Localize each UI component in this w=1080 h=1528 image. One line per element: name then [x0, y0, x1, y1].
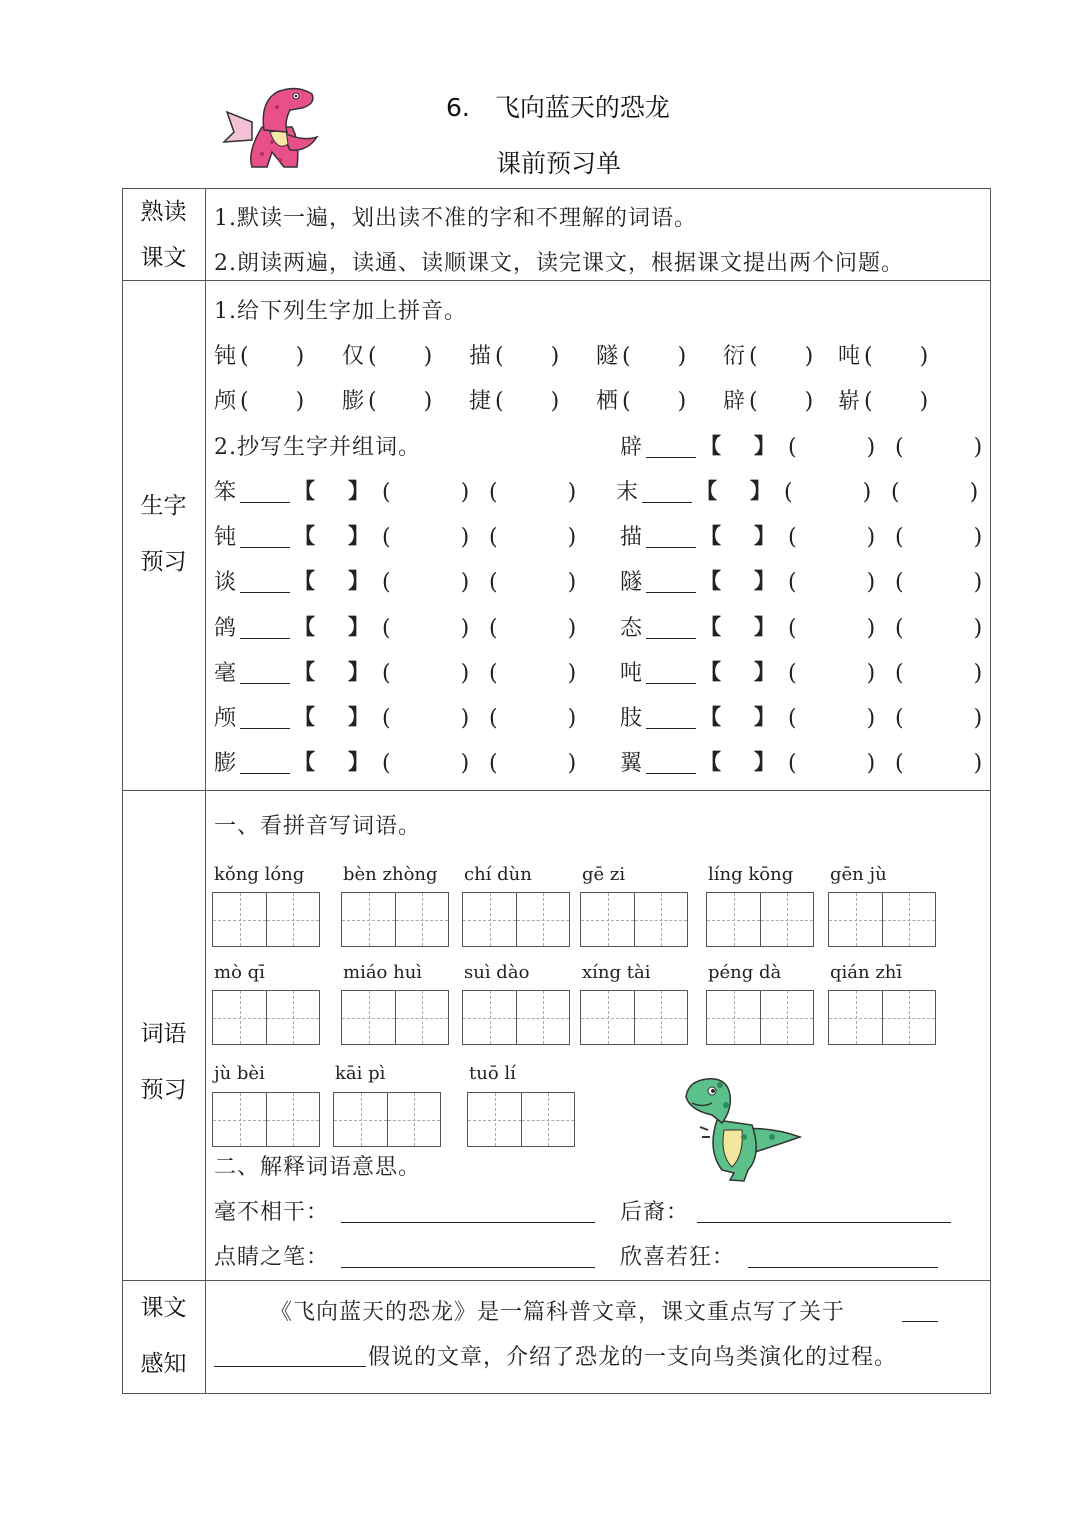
character-writing-grid[interactable]	[462, 892, 570, 947]
pinyin-bracket-open: 【	[700, 434, 722, 458]
words-task-1: 一、看拼音写词语。	[214, 814, 422, 839]
pinyin-answer-paren[interactable]: ( )	[368, 389, 434, 414]
word-paren-1[interactable]: ( )	[382, 661, 471, 686]
copy-blank[interactable]	[646, 638, 696, 639]
grid-cell[interactable]	[829, 893, 882, 946]
read-task-2: 2.朗读两遍，读通、读顺课文，读完课文，根据课文提出两个问题。	[214, 251, 904, 276]
table-border-divider	[205, 188, 206, 1393]
word-paren-2[interactable]: ( )	[895, 751, 984, 776]
pinyin-answer-paren[interactable]: ( )	[368, 344, 434, 369]
pinyin-bracket-open: 【	[294, 615, 316, 639]
character-writing-grid[interactable]	[828, 990, 936, 1045]
grid-cell[interactable]	[468, 1093, 521, 1146]
grid-cell[interactable]	[395, 991, 448, 1044]
copy-char: 鸽	[214, 616, 238, 641]
grid-cell[interactable]	[882, 991, 935, 1044]
pinyin-bracket-close: 】	[348, 705, 370, 729]
pinyin-answer-paren[interactable]: ( )	[495, 344, 561, 369]
word-paren-2[interactable]: ( )	[489, 525, 578, 550]
pinyin-answer-paren[interactable]: ( )	[240, 389, 306, 414]
word-paren-2[interactable]: ( )	[891, 480, 980, 505]
character-writing-grid[interactable]	[212, 1092, 320, 1147]
pinyin-bracket-close: 】	[348, 750, 370, 774]
copy-char: 膨	[214, 751, 238, 776]
pinyin-bracket-close: 】	[754, 569, 776, 593]
pinyin-char: 仅	[342, 344, 366, 369]
grid-cell[interactable]	[266, 893, 319, 946]
pinyin-bracket-close: 】	[754, 705, 776, 729]
label-line: 课文	[140, 244, 187, 271]
copy-blank[interactable]	[240, 773, 290, 774]
label-line: 预习	[140, 548, 187, 575]
pinyin-char: 描	[469, 344, 493, 369]
table-border-row3	[122, 1280, 991, 1281]
word-paren-1[interactable]: ( )	[788, 706, 877, 731]
section-label-chars	[122, 492, 205, 577]
character-writing-grid[interactable]	[467, 1092, 575, 1147]
pinyin-bracket-close: 】	[754, 615, 776, 639]
pinyin-bracket-open: 【	[700, 524, 722, 548]
pinyin-bracket-open: 【	[294, 750, 316, 774]
character-writing-grid[interactable]	[212, 892, 320, 947]
word-paren-2[interactable]: ( )	[895, 525, 984, 550]
label-line: 生字	[140, 493, 187, 519]
copy-char: 翼	[620, 751, 644, 776]
pinyin-answer-paren[interactable]: ( )	[622, 344, 688, 369]
character-writing-grid[interactable]	[706, 990, 814, 1045]
pinyin-answer-paren[interactable]: ( )	[240, 344, 306, 369]
word-paren-1[interactable]: ( )	[382, 616, 471, 641]
copy-char: 谈	[214, 570, 238, 595]
answer-line-2[interactable]	[697, 1222, 951, 1223]
pinyin-answer-paren[interactable]: ( )	[495, 389, 561, 414]
word-paren-1[interactable]: ( )	[784, 480, 873, 505]
grid-cell[interactable]	[760, 893, 813, 946]
pinyin-answer-paren[interactable]: ( )	[749, 344, 815, 369]
pinyin-bracket-open: 【	[294, 705, 316, 729]
pinyin-bracket-close: 】	[754, 434, 776, 458]
grid-cell[interactable]	[581, 991, 634, 1044]
pinyin-bracket-open: 【	[700, 705, 722, 729]
pinyin-bracket-close: 】	[750, 479, 772, 503]
grid-cell[interactable]	[213, 991, 266, 1044]
copy-blank[interactable]	[646, 457, 696, 458]
pinyin-char: 钝	[214, 344, 238, 369]
grid-cell[interactable]	[342, 991, 395, 1044]
copy-blank[interactable]	[240, 683, 290, 684]
pinyin-prompt: suì dào	[464, 962, 530, 983]
character-writing-grid[interactable]	[580, 892, 688, 947]
pinyin-char: 崭	[838, 389, 862, 414]
word-paren-1[interactable]: ( )	[382, 751, 471, 776]
grid-cell[interactable]	[342, 893, 395, 946]
pinyin-bracket-open: 【	[294, 660, 316, 684]
word-paren-2[interactable]: ( )	[895, 661, 984, 686]
copy-blank[interactable]	[642, 502, 692, 503]
character-writing-grid[interactable]	[462, 990, 570, 1045]
grid-cell[interactable]	[521, 1093, 574, 1146]
character-writing-grid[interactable]	[341, 990, 449, 1045]
character-writing-grid[interactable]	[341, 892, 449, 947]
pinyin-bracket-close: 】	[754, 750, 776, 774]
pinyin-prompt: kǒng lóng	[214, 864, 305, 885]
summary-line-1: 《飞向蓝天的恐龙》是一篇科普文章，课文重点写了关于	[270, 1300, 846, 1325]
pinyin-prompt: jù bèi	[214, 1063, 265, 1084]
character-writing-grid[interactable]	[580, 990, 688, 1045]
pinyin-prompt: péng dà	[708, 962, 782, 983]
grid-cell[interactable]	[760, 991, 813, 1044]
copy-char: 钝	[214, 525, 238, 550]
summary-line-2: 假说的文章，介绍了恐龙的一支向鸟类演化的过程。	[368, 1345, 898, 1370]
page-subtitle: 课前预习单	[496, 149, 622, 178]
copy-char: 辟	[620, 435, 644, 460]
pinyin-prompt: gēn jù	[830, 864, 887, 885]
copy-blank[interactable]	[240, 638, 290, 639]
word-paren-2[interactable]: ( )	[489, 751, 578, 776]
answer-line-3[interactable]	[341, 1267, 595, 1268]
word-paren-1[interactable]: ( )	[788, 751, 877, 776]
copy-blank[interactable]	[646, 592, 696, 593]
grid-cell[interactable]	[463, 991, 516, 1044]
grid-cell[interactable]	[516, 991, 569, 1044]
term-2: 后裔：	[620, 1200, 690, 1225]
pinyin-bracket-open: 【	[700, 750, 722, 774]
copy-char: 肢	[620, 706, 644, 731]
pinyin-char: 辟	[723, 389, 747, 414]
label-line: 感知	[140, 1350, 187, 1377]
word-paren-2[interactable]: ( )	[489, 661, 578, 686]
character-writing-grid[interactable]	[706, 892, 814, 947]
pinyin-bracket-close: 】	[348, 479, 370, 503]
copy-blank[interactable]	[646, 547, 696, 548]
grid-cell[interactable]	[882, 893, 935, 946]
pinyin-bracket-open: 【	[700, 660, 722, 684]
table-border-row1	[122, 280, 991, 281]
copy-char: 末	[616, 480, 640, 505]
grid-cell[interactable]	[387, 1093, 440, 1146]
word-paren-2[interactable]: ( )	[489, 706, 578, 731]
copy-blank[interactable]	[646, 728, 696, 729]
word-paren-1[interactable]: ( )	[788, 661, 877, 686]
copy-blank[interactable]	[240, 502, 290, 503]
pinyin-prompt: bèn zhòng	[343, 864, 438, 885]
pinyin-bracket-open: 【	[700, 569, 722, 593]
grid-cell[interactable]	[581, 893, 634, 946]
pinyin-prompt: mò qī	[214, 962, 265, 983]
pink-dinosaur-illustration	[222, 82, 322, 174]
table-border-bottom	[122, 1393, 991, 1394]
pinyin-char: 栖	[596, 389, 620, 414]
pinyin-prompt: xíng tài	[582, 962, 651, 983]
label-line: 预习	[140, 1076, 187, 1103]
table-border-right	[990, 188, 991, 1393]
word-paren-1[interactable]: ( )	[788, 570, 877, 595]
word-paren-2[interactable]: ( )	[895, 706, 984, 731]
label-line: 课文	[140, 1295, 187, 1321]
summary-blank-1[interactable]	[902, 1321, 938, 1322]
term-1: 毫不相干：	[214, 1200, 330, 1225]
word-paren-2[interactable]: ( )	[895, 616, 984, 641]
pinyin-bracket-open: 【	[696, 479, 718, 503]
copy-blank[interactable]	[240, 728, 290, 729]
pinyin-char: 吨	[838, 344, 862, 369]
pinyin-char: 捷	[469, 389, 493, 414]
pinyin-prompt: qián zhī	[830, 962, 903, 983]
word-paren-2[interactable]: ( )	[895, 435, 984, 460]
word-paren-1[interactable]: ( )	[788, 616, 877, 641]
label-line: 词语	[140, 1021, 187, 1047]
pinyin-answer-paren[interactable]: ( )	[749, 389, 815, 414]
character-writing-grid[interactable]	[333, 1092, 441, 1147]
answer-line-4[interactable]	[748, 1267, 938, 1268]
copy-blank[interactable]	[240, 547, 290, 548]
pinyin-bracket-close: 】	[348, 524, 370, 548]
grid-cell[interactable]	[266, 1093, 319, 1146]
answer-line-1[interactable]	[341, 1222, 595, 1223]
pinyin-prompt: tuō lí	[469, 1063, 516, 1084]
copy-char: 隧	[620, 570, 644, 595]
words-task-2: 二、解释词语意思。	[214, 1155, 422, 1180]
section-label-read	[122, 198, 205, 273]
copy-char: 笨	[214, 480, 238, 505]
pinyin-char: 隧	[596, 344, 620, 369]
word-paren-2[interactable]: ( )	[489, 480, 578, 505]
copy-blank[interactable]	[240, 592, 290, 593]
grid-cell[interactable]	[707, 991, 760, 1044]
pinyin-bracket-open: 【	[700, 615, 722, 639]
copy-char: 态	[620, 616, 644, 641]
pinyin-bracket-open: 【	[294, 479, 316, 503]
term-3: 点睛之笔：	[214, 1245, 330, 1270]
copy-blank[interactable]	[646, 683, 696, 684]
word-paren-1[interactable]: ( )	[788, 435, 877, 460]
copy-char: 颅	[214, 706, 238, 731]
green-dinosaur-illustration	[682, 1075, 804, 1185]
word-paren-1[interactable]: ( )	[382, 570, 471, 595]
section-label-understand	[122, 1294, 205, 1379]
pinyin-bracket-close: 】	[348, 660, 370, 684]
pinyin-bracket-close: 】	[348, 615, 370, 639]
page-title: 6. 飞向蓝天的恐龙	[446, 93, 670, 122]
grid-cell[interactable]	[707, 893, 760, 946]
word-paren-1[interactable]: ( )	[382, 480, 471, 505]
grid-cell[interactable]	[829, 991, 882, 1044]
grid-cell[interactable]	[213, 893, 266, 946]
copy-char: 描	[620, 525, 644, 550]
table-border-row2	[122, 790, 991, 791]
word-paren-1[interactable]: ( )	[788, 525, 877, 550]
pinyin-bracket-close: 】	[754, 660, 776, 684]
pinyin-answer-paren[interactable]: ( )	[864, 344, 930, 369]
word-paren-2[interactable]: ( )	[895, 570, 984, 595]
read-task-1: 1.默读一遍，划出读不准的字和不理解的词语。	[214, 206, 697, 231]
pinyin-answer-paren[interactable]: ( )	[622, 389, 688, 414]
term-4: 欣喜若狂：	[620, 1245, 736, 1270]
summary-blank-2[interactable]	[214, 1366, 366, 1367]
grid-cell[interactable]	[463, 893, 516, 946]
pinyin-prompt: gē zi	[582, 864, 626, 885]
grid-cell[interactable]	[634, 991, 687, 1044]
pinyin-bracket-close: 】	[754, 524, 776, 548]
grid-cell[interactable]	[334, 1093, 387, 1146]
grid-cell[interactable]	[516, 893, 569, 946]
chars-task-1: 1.给下列生字加上拼音。	[214, 299, 467, 324]
pinyin-prompt: chí dùn	[464, 864, 532, 885]
word-paren-1[interactable]: ( )	[382, 706, 471, 731]
grid-cell[interactable]	[395, 893, 448, 946]
pinyin-prompt: líng kōng	[708, 864, 794, 885]
section-label-words	[122, 1020, 205, 1105]
table-border-left	[122, 188, 123, 1393]
pinyin-char: 衍	[723, 344, 747, 369]
word-paren-2[interactable]: ( )	[489, 616, 578, 641]
character-writing-grid[interactable]	[212, 990, 320, 1045]
copy-char: 吨	[620, 661, 644, 686]
pinyin-bracket-open: 【	[294, 569, 316, 593]
pinyin-bracket-close: 】	[348, 569, 370, 593]
pinyin-char: 膨	[342, 389, 366, 414]
grid-cell[interactable]	[266, 991, 319, 1044]
character-writing-grid[interactable]	[828, 892, 936, 947]
pinyin-char: 颅	[214, 389, 238, 414]
grid-cell[interactable]	[634, 893, 687, 946]
copy-char: 毫	[214, 661, 238, 686]
chars-task-2: 2.抄写生字并组词。	[214, 435, 421, 460]
grid-cell[interactable]	[213, 1093, 266, 1146]
pinyin-bracket-open: 【	[294, 524, 316, 548]
pinyin-answer-paren[interactable]: ( )	[864, 389, 930, 414]
pinyin-prompt: miáo huì	[343, 962, 423, 983]
word-paren-1[interactable]: ( )	[382, 525, 471, 550]
table-border-top	[122, 188, 991, 189]
pinyin-prompt: kāi pì	[335, 1063, 386, 1084]
copy-blank[interactable]	[646, 773, 696, 774]
label-line: 熟读	[140, 199, 187, 225]
word-paren-2[interactable]: ( )	[489, 570, 578, 595]
